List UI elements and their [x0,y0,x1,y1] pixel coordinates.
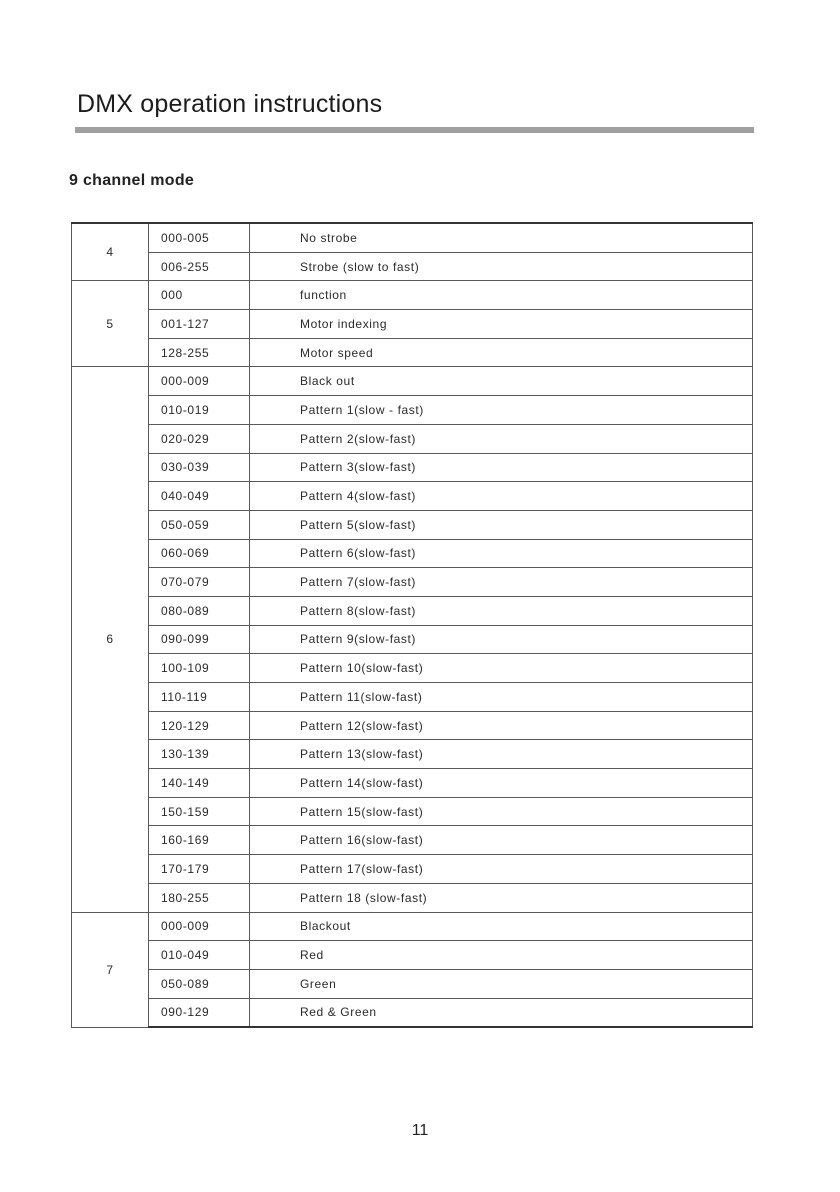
channel-number-cell: 5 [72,281,149,367]
table-row [72,310,753,339]
table-row [72,510,753,539]
table-row [72,453,753,482]
dmx-value-range-cell: 020-029 [149,424,250,453]
function-description-cell: Pattern 10(slow-fast) [250,654,753,683]
function-description-cell: Pattern 11(slow-fast) [250,683,753,712]
function-description-cell: Pattern 4(slow-fast) [250,482,753,511]
function-description-cell: function [250,281,753,310]
function-description-cell: Motor indexing [250,310,753,339]
dmx-value-range-cell: 110-119 [149,683,250,712]
table-row [72,539,753,568]
table-row [72,252,753,281]
title-divider [75,127,754,133]
channel-number-cell: 7 [72,912,149,1027]
dmx-channel-table [71,222,753,1028]
dmx-value-range-cell: 000-009 [149,912,250,941]
table-row [72,912,753,941]
dmx-value-range-cell: 001-127 [149,310,250,339]
function-description-cell: No strobe [250,223,753,252]
table-row [72,654,753,683]
dmx-value-range-cell: 010-049 [149,941,250,970]
dmx-value-range-cell: 090-129 [149,998,250,1027]
channel-number-cell: 6 [72,367,149,912]
dmx-value-range-cell: 140-149 [149,769,250,798]
dmx-value-range-cell: 160-169 [149,826,250,855]
function-description-cell: Pattern 13(slow-fast) [250,740,753,769]
dmx-value-range-cell: 030-039 [149,453,250,482]
table-row [72,223,753,252]
dmx-value-range-cell: 050-059 [149,510,250,539]
table-row [72,998,753,1027]
dmx-value-range-cell: 150-159 [149,797,250,826]
page-number: 11 [411,1122,429,1139]
table-row [72,941,753,970]
function-description-cell: Black out [250,367,753,396]
function-description-cell: Pattern 12(slow-fast) [250,711,753,740]
table-row [72,969,753,998]
table-row [72,683,753,712]
dmx-value-range-cell: 100-109 [149,654,250,683]
dmx-value-range-cell: 170-179 [149,855,250,884]
dmx-value-range-cell: 128-255 [149,338,250,367]
table-row [72,711,753,740]
function-description-cell: Motor speed [250,338,753,367]
function-description-cell: Red [250,941,753,970]
table-row [72,855,753,884]
table-row [72,883,753,912]
table-row [72,338,753,367]
dmx-value-range-cell: 080-089 [149,596,250,625]
function-description-cell: Pattern 6(slow-fast) [250,539,753,568]
function-description-cell: Pattern 18 (slow-fast) [250,883,753,912]
function-description-cell: Pattern 5(slow-fast) [250,510,753,539]
table-row [72,424,753,453]
dmx-value-range-cell: 000-005 [149,223,250,252]
function-description-cell: Pattern 14(slow-fast) [250,769,753,798]
function-description-cell: Pattern 8(slow-fast) [250,596,753,625]
table-row [72,797,753,826]
function-description-cell: Pattern 7(slow-fast) [250,568,753,597]
section-title: 9 channel mode [69,172,195,189]
function-description-cell: Pattern 16(slow-fast) [250,826,753,855]
function-description-cell: Green [250,969,753,998]
dmx-value-range-cell: 050-089 [149,969,250,998]
dmx-value-range-cell: 000 [149,281,250,310]
table-row [72,740,753,769]
dmx-value-range-cell: 070-079 [149,568,250,597]
function-description-cell: Pattern 2(slow-fast) [250,424,753,453]
dmx-value-range-cell: 120-129 [149,711,250,740]
function-description-cell: Pattern 1(slow - fast) [250,396,753,425]
table-row [72,826,753,855]
table-row [72,367,753,396]
function-description-cell: Red & Green [250,998,753,1027]
dmx-value-range-cell: 060-069 [149,539,250,568]
table-row [72,482,753,511]
page-title: DMX operation instructions [77,90,383,118]
function-description-cell: Pattern 3(slow-fast) [250,453,753,482]
dmx-value-range-cell: 180-255 [149,883,250,912]
function-description-cell: Pattern 9(slow-fast) [250,625,753,654]
function-description-cell: Strobe (slow to fast) [250,252,753,281]
table-row [72,396,753,425]
dmx-value-range-cell: 130-139 [149,740,250,769]
dmx-table-body [72,223,753,1027]
function-description-cell: Blackout [250,912,753,941]
table-row [72,596,753,625]
dmx-value-range-cell: 090-099 [149,625,250,654]
dmx-value-range-cell: 040-049 [149,482,250,511]
table-row [72,625,753,654]
table-row [72,281,753,310]
dmx-value-range-cell: 000-009 [149,367,250,396]
dmx-value-range-cell: 006-255 [149,252,250,281]
channel-number-cell: 4 [72,223,149,281]
dmx-value-range-cell: 010-019 [149,396,250,425]
function-description-cell: Pattern 17(slow-fast) [250,855,753,884]
function-description-cell: Pattern 15(slow-fast) [250,797,753,826]
table-row [72,568,753,597]
table-row [72,769,753,798]
